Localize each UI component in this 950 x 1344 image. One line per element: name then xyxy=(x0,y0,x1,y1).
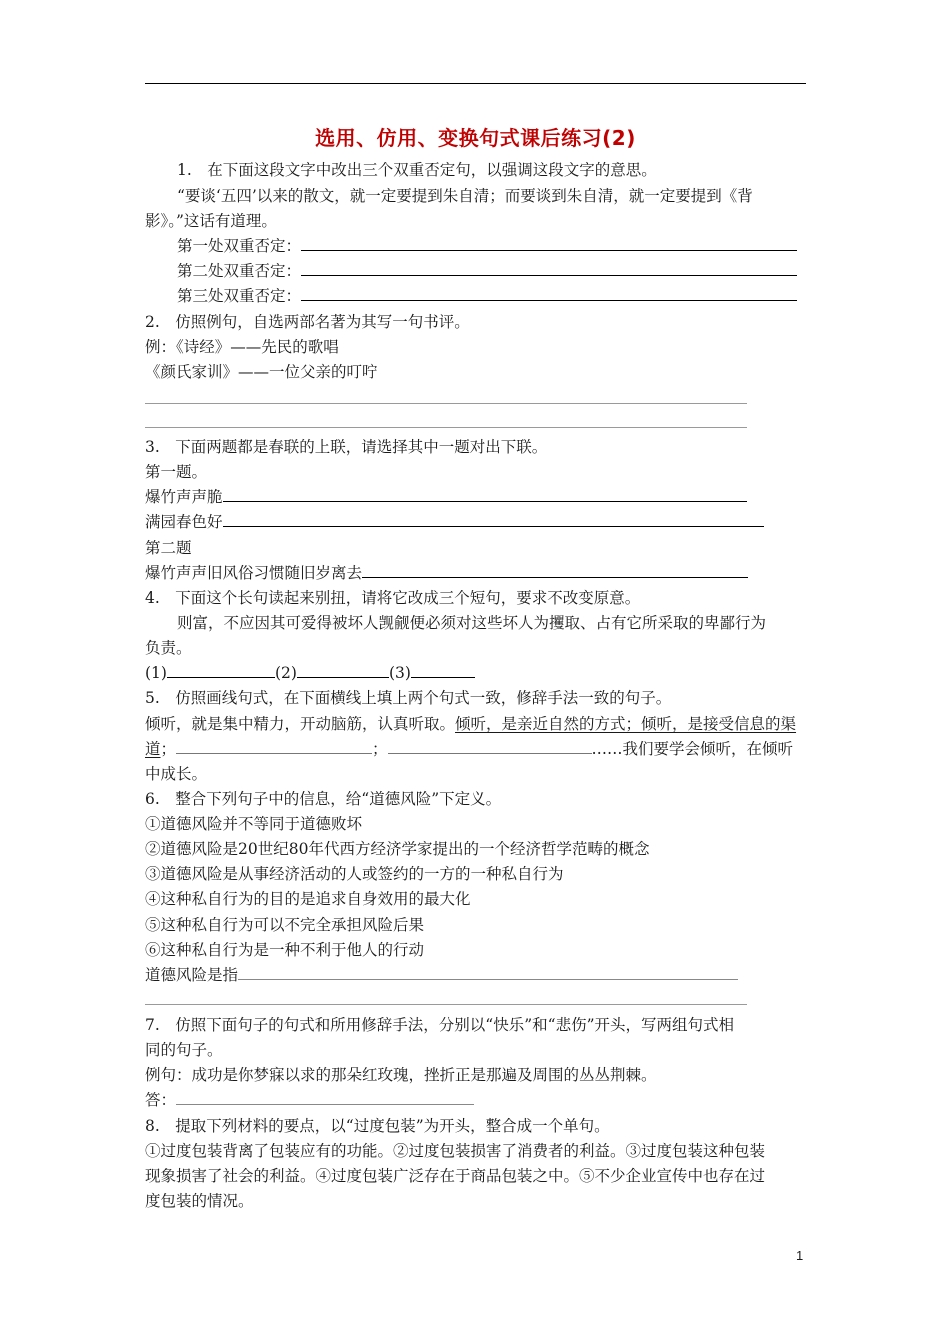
q3-part1-label: 第一题。 xyxy=(145,463,208,481)
page-title: 选用、仿用、变换句式课后练习(2) xyxy=(315,126,636,150)
q3-line1-blank[interactable] xyxy=(223,487,747,502)
q1-blank3-label: 第三处双重否定： xyxy=(177,287,302,305)
q1-passage-line1: “要谈‘五四’以来的散文，就一定要提到朱自清；而要谈到朱自清，就一定要提到《背 xyxy=(177,187,753,205)
q3-line2-blank[interactable] xyxy=(223,512,764,527)
q2-answer-line1[interactable] xyxy=(145,403,747,404)
q7-prompt-line1: 7. 仿照下面句子的句式和所用修辞手法，分别以“快乐”和“悲伤”开头，写两组句式相 xyxy=(145,1016,734,1034)
q5-line3: 中成长。 xyxy=(145,765,208,783)
header-rule xyxy=(145,83,806,84)
q4-passage-line2: 负责。 xyxy=(145,639,192,657)
q8-prompt: 8. 提取下列材料的要点，以“过度包装”为开头，整合成一个单句。 xyxy=(145,1117,610,1135)
q3-prompt: 3. 下面两题都是春联的上联，请选择其中一题对出下联。 xyxy=(145,438,548,456)
q3-line3-blank[interactable] xyxy=(362,563,748,578)
q6-item-3: ③道德风险是从事经济活动的人或签约的一方的一种私自行为 xyxy=(145,865,564,883)
q4-blank1[interactable] xyxy=(167,663,275,678)
q8-line3: 度包装的情况。 xyxy=(145,1192,254,1210)
q1-blank1[interactable] xyxy=(301,236,797,251)
page-number: 1 xyxy=(796,1248,804,1263)
q6-item-2: ②道德风险是20世纪80年代西方经济学家提出的一个经济哲学范畴的概念 xyxy=(145,840,650,858)
q5-line2-tail: ……我们要学会倾听，在倾听 xyxy=(591,740,794,758)
q7-answer-blank[interactable] xyxy=(176,1090,474,1105)
q8-line1: ①过度包装背离了包装应有的功能。②过度包装损害了消费者的利益。③过度包装这种包装 xyxy=(145,1142,766,1160)
q3-line3-row xyxy=(145,563,748,583)
q5-sep1: ； xyxy=(160,740,177,758)
q2-answer-line2[interactable] xyxy=(145,427,747,428)
q5-blank2[interactable] xyxy=(388,739,592,754)
q5-underlined-sentence: 倾听，是亲近自然的方式；倾听，是接受信息的渠 xyxy=(455,715,797,733)
q1-blank2-row xyxy=(177,261,797,281)
q8-line2: 现象损害了社会的利益。④过度包装广泛存在于商品包装之中。⑤不少企业宣传中也存在过 xyxy=(145,1167,766,1185)
q5-underlined-tail: 道 xyxy=(145,740,161,758)
q3-line1-row xyxy=(145,487,747,507)
q4-prompt: 4. 下面这个长句读起来别扭，请将它改成三个短句，要求不改变原意。 xyxy=(145,589,641,607)
q5-line1 xyxy=(145,714,796,734)
q1-blank3[interactable] xyxy=(301,286,797,301)
q1-blank1-row xyxy=(177,236,797,256)
q5-sep2: ； xyxy=(372,740,388,758)
q4-blank2[interactable] xyxy=(297,663,389,678)
q6-prompt: 6. 整合下列句子中的信息，给“道德风险”下定义。 xyxy=(145,790,502,808)
q1-blank3-row xyxy=(177,286,797,306)
q4-passage-line1: 则富，不应因其可爱得被坏人觊觎便必须对这些坏人为攫取、占有它所采取的卑鄙行为 xyxy=(177,614,767,632)
q5-plain-text: 倾听，就是集中精力，开动脑筋，认真听取。 xyxy=(145,715,456,733)
q1-blank1-label: 第一处双重否定： xyxy=(177,237,302,255)
q6-item-5: ⑤这种私自行为可以不完全承担风险后果 xyxy=(145,916,425,934)
q6-answer-line2[interactable] xyxy=(145,1004,747,1005)
q1-blank2[interactable] xyxy=(301,261,797,276)
q3-line2-row xyxy=(145,512,764,532)
q2-example2: 《颜氏家训》——一位父亲的叮咛 xyxy=(145,363,378,381)
q4-label1: (1) xyxy=(145,664,167,682)
q7-example: 例句：成功是你梦寐以求的那朵红玫瑰，挫折正是那遍及周围的丛丛荆棘。 xyxy=(145,1066,657,1084)
q6-answer-row xyxy=(145,965,738,985)
q4-blank3[interactable] xyxy=(411,663,475,678)
q3-part2-label: 第二题 xyxy=(145,539,192,557)
q5-blank1[interactable] xyxy=(176,739,372,754)
q6-item-4: ④这种私自行为的目的是追求自身效用的最大化 xyxy=(145,890,471,908)
q6-item-1: ①道德风险并不等同于道德败坏 xyxy=(145,815,363,833)
q4-label2: (2) xyxy=(274,664,297,682)
q2-example1: 例：《诗经》——先民的歌唱 xyxy=(145,338,339,356)
q6-item-6: ⑥这种私自行为是一种不利于他人的行动 xyxy=(145,941,425,959)
q2-prompt: 2. 仿照例句，自选两部名著为其写一句书评。 xyxy=(145,313,470,331)
q7-prompt-line2: 同的句子。 xyxy=(145,1041,223,1059)
q5-line2 xyxy=(145,739,793,759)
q6-answer-blank[interactable] xyxy=(238,965,738,980)
q1-passage-line2: 影》。”这话有道理。 xyxy=(145,212,277,230)
q1-prompt: 1. 在下面这段文字中改出三个双重否定句，以强调这段文字的意思。 xyxy=(177,161,657,179)
q4-label3: (3) xyxy=(388,664,411,682)
q7-answer-row xyxy=(145,1090,474,1110)
q3-line2: 满园春色好 xyxy=(145,513,223,531)
q6-answer-label: 道德风险是指 xyxy=(145,966,239,984)
q7-answer-label: 答： xyxy=(145,1091,177,1109)
q1-blank2-label: 第二处双重否定： xyxy=(177,262,302,280)
q3-line3: 爆竹声声旧风俗习惯随旧岁离去 xyxy=(145,564,363,582)
q5-prompt: 5. 仿照画线句式，在下面横线上填上两个句式一致，修辞手法一致的句子。 xyxy=(145,689,672,707)
q3-line1: 爆竹声声脆 xyxy=(145,488,223,506)
q4-answer-row xyxy=(145,663,475,683)
